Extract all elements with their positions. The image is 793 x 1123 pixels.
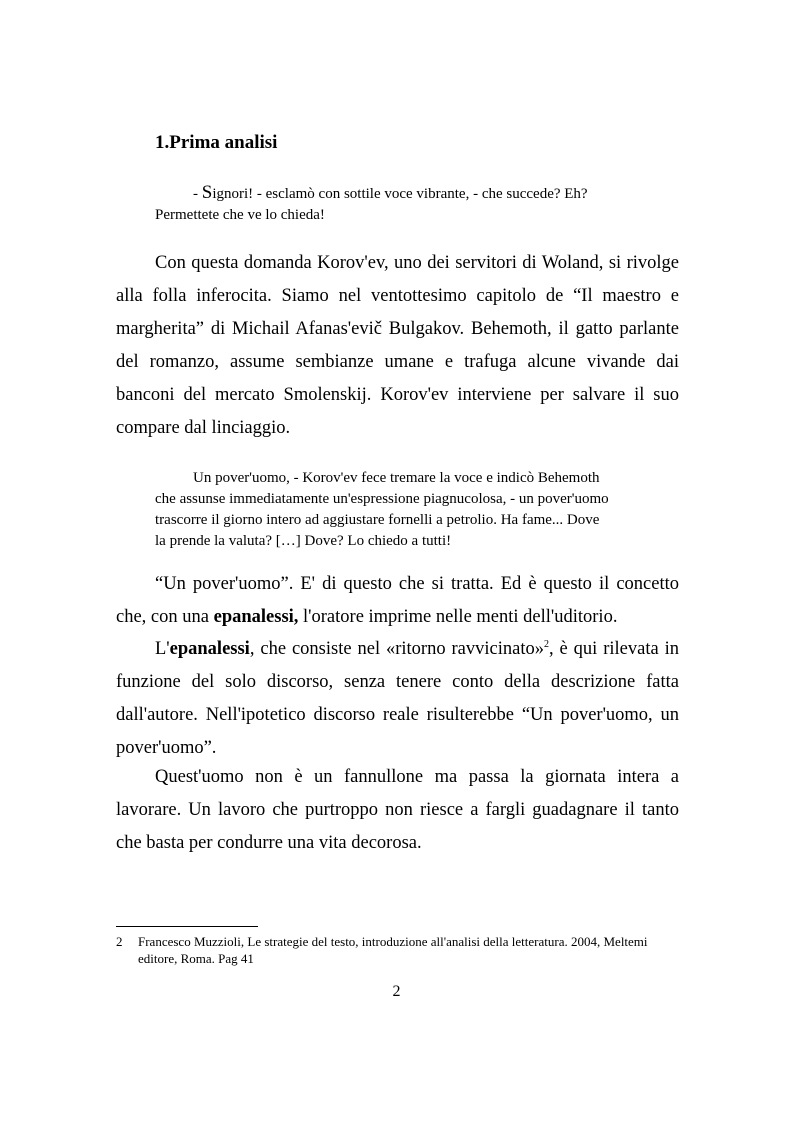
paragraph-3-line-1-b: , che consiste nel «ritorno ravvicinato»	[249, 639, 544, 659]
quote-dash: -	[193, 186, 202, 202]
opening-quote-line-1	[155, 182, 635, 205]
page-number: 2	[392, 983, 401, 1000]
footnote-line-2: editore, Roma. Pag 41	[138, 951, 254, 966]
paragraph-2-line-1-text: “Un pover'uomo”. E' di questo che si tratta. Ed è questo il concetto	[155, 574, 679, 594]
block-quote	[155, 468, 645, 552]
paragraph-4	[116, 761, 679, 860]
paragraph-3-line-2: funzione del solo discorso, senza tenere conto della descrizione fatta	[116, 672, 679, 692]
paragraph-2-line-2-a: che, con una	[116, 607, 214, 627]
section-heading: 1.Prima analisi	[155, 132, 278, 153]
block-quote-line-2: che assunse immediatamente un'espressione piagnucolosa, - un pover'uomo	[155, 491, 609, 507]
block-quote-line-1: Un pover'uomo, - Korov'ev fece tremare la voce e indicò Behemoth	[193, 470, 600, 486]
paragraph-4-line-1-text: Quest'uomo non è un fannullone ma passa la giornata intera a	[155, 767, 679, 787]
footnote-separator	[116, 926, 258, 927]
paragraph-2	[116, 568, 679, 634]
paragraph-4-line-2: lavorare. Un lavoro che purtroppo non riesce a fargli guadagnare il tanto	[116, 800, 679, 820]
paragraph-2-line-2-b: l'oratore imprime nelle menti dell'uditorio.	[298, 607, 618, 627]
footnote-text-1: Francesco Muzzioli, Le strategie del testo, introduzione all'analisi della letteratura. 2004, Meltemi	[138, 934, 648, 949]
paragraph-1-line-5: banconi del mercato Smolenskij. Korov'ev interviene per salvare il suo	[116, 385, 679, 405]
quote-initial-letter: S	[201, 182, 213, 203]
paragraph-3	[116, 633, 679, 765]
paragraph-2-line-2	[116, 601, 679, 634]
opening-quote-line-2: Permettete che ve lo chieda!	[155, 207, 325, 223]
block-quote-line-4: la prende la valuta? […] Dove? Lo chiedo a tutti!	[155, 533, 452, 549]
paragraph-1-line-2: alla folla inferocita. Siamo nel ventottesimo capitolo de “Il maestro e	[116, 286, 679, 306]
paragraph-1-line-1	[116, 247, 679, 280]
paragraph-3-line-4: pover'uomo”.	[116, 738, 217, 758]
paragraph-3-line-1-a: L'	[155, 639, 170, 659]
paragraph-1-line-4: del romanzo, assume sembianze umane e trafuga alcune vivande dai	[116, 352, 679, 372]
footnote-number: 2	[116, 934, 123, 949]
paragraph-3-line-3: dall'autore. Nell'ipotetico discorso reale risulterebbe “Un pover'uomo, un	[116, 705, 679, 725]
term-epanalessi-2: epanalessi	[169, 639, 250, 659]
paragraph-4-line-1	[116, 761, 679, 794]
paragraph-1-line-6: compare dal linciaggio.	[116, 418, 291, 438]
paragraph-3-line-1-c: , è qui rilevata in	[548, 639, 679, 659]
paragraph-1-line-1-text: Con questa domanda Korov'ev, uno dei servitori di Woland, si rivolge	[155, 253, 679, 273]
paragraph-4-line-3: che basta per condurre una vita decorosa.	[116, 833, 422, 853]
paragraph-1-line-3: margherita” di Michail Afanas'evič Bulgakov. Behemoth, il gatto parlante	[116, 319, 679, 339]
footnote-line-1	[116, 933, 676, 950]
block-quote-line-3: trascorre il giorno intero ad aggiustare fornelli a petrolio. Ha fame... Dove	[155, 512, 600, 528]
footnote	[116, 933, 676, 967]
footnote-reference[interactable]: 2	[543, 638, 549, 650]
paragraph-3-line-1	[116, 633, 679, 666]
opening-quote	[155, 182, 635, 226]
quote-line-1-rest: ignori! - esclamò con sottile voce vibrante, - che succede? Eh?	[212, 186, 588, 202]
term-epanalessi: epanalessi,	[213, 607, 299, 627]
paragraph-2-line-1	[116, 568, 679, 601]
paragraph-1	[116, 247, 679, 445]
